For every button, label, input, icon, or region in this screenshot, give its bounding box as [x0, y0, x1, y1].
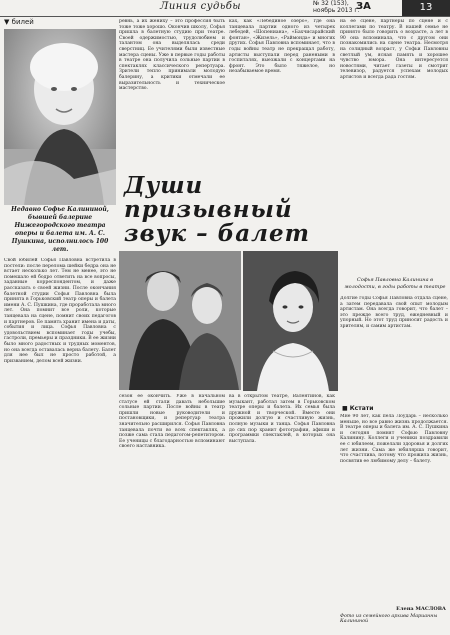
headline-line-2: звук – балет: [124, 220, 310, 247]
section-title: Линия судьбы: [160, 1, 242, 12]
article-column-6: ва в открытом театре, Валентинов, как музыкант, работал затем в Горьковском театре оперы и балета. Их семья была дружной и творческой. Вместе они прожили долгую и счастливую жизнь, полную музыки и танца. Софья Павловна до сих пор хранит фотографии, афиши и программки спектаклей, в которых она выступала.: [229, 394, 335, 444]
couple-photo: [119, 251, 241, 390]
kicker-text: билей: [11, 18, 34, 26]
article-headline: [124, 174, 338, 246]
article-column-5: сезон ее окончить. Уже в начальном статусе ей стали давать небольшие сольные партии. После войны в театр пришли новые руководители и постановщики, и репертуар театра значительно расширился. Софья Павловна танцевала почти во всех спектаклях, а позже сама стала педагогом-репетитором. Ее ученицы с благодарностью вспоминают своего наставника.: [119, 394, 225, 450]
photo-credit: Фото из семейного архива Марианны Калининой: [340, 614, 438, 624]
portrait-photo: [4, 29, 116, 205]
subhead-text: Кстати: [349, 405, 374, 412]
headline-line-1: Души призывный: [124, 172, 293, 223]
square-icon: ■: [342, 405, 348, 412]
issue-info: [313, 0, 359, 14]
page-header: [0, 0, 450, 17]
play-icon: ▼: [4, 18, 10, 26]
issue-date: ноябрь 2013 г.: [313, 7, 360, 14]
kicker: [4, 18, 34, 26]
photo-caption: Софья Павловна Калинина в молодости, в годы работы в театре: [344, 277, 446, 290]
page-number: 13: [402, 0, 450, 16]
sidebar-text: Мне 90 лет, как пела Лоударь – несколько меньше, но все равно жизнь продолжается. В театре оперы и балета им. А. С. Пушкина и сегодня помнят Софью Павловну Калинину. Коллеги и ученики поздравили ее с юбилеем, пожелали здоровья и долгих лет жизни. Сама же юбилярша говорит, что счастлива, потому что прожила жизнь, посвятив ее любимому делу – балету.: [340, 414, 448, 464]
article-column-4: на ее сцене, партнеры по сцене и с коллегами по театру. В нашей семье не принято было говорить о возрасте, а лет в 90 она вспоминала, что с другом они познакомились на сцене театра. Несмотря на солидный возраст, у Софьи Павловны светлый ум, ясная память и хорошее чувство юмора. Она интересуется новостями, читает газеты и смотрит телевизор, радуется успехам молодых артистов и всегда рада гостям.: [340, 19, 448, 80]
portrait-caption: Недавно Софье Калининой, бывшей балерине Нижегородского театра оперы и балета им. А. С. Пушкина, исполнилось 100 лет.: [11, 206, 109, 253]
sidebar-subhead: [342, 405, 373, 412]
article-column-2: ревнь, а их жениху – это профессия быть тоже тоже хорошо. Окончив школу, Софья пришла в балетную студию при театре. Своей одержимостью, трудолюбием и талантом она выделялась среди сверстниц. Ее учителями были известные мастера сцены. Уже в первые годы работы в театре она получила сольные партии в спектаклях классического репертуара. Зрители тепло принимали молодую балерину, а критики отмечали ее выразительность и техническое мастерство.: [119, 19, 225, 92]
article-column-3: ках, как «Лебединое озеро», где она танцевала партии одного из четырех лебедей, «Шопениана», «Бахчисарайский фонтан», «Жизель», «Раймонда» и многих других. Софья Павловна вспоминает, что в годы войны театр не прекращал работу, артисты выступали перед ранеными в госпиталях, выезжали с концертами на фронт. Это было тяжелое, но незабываемое время.: [229, 19, 335, 75]
author-name: Елена МАСЛОВА: [396, 606, 446, 612]
article-column-7: Долгие годы Софья Павловна отдала сцене, а затем передавала свой опыт молодым артистам. Она всегда говорит, что балет – это прежде всего труд, ежедневный и упорный. Но этот труд приносит радость и зрителям, и самим артистам.: [340, 296, 448, 329]
issue-number: № 32 (153),: [313, 0, 349, 7]
article-column-1: Свой юбилей Софья Павловна встретила в постели: после перелома шейки бедра она не встает несколько лет. Тем не менее, это не помешало ей бодро ответить на все вопросы, заданные корреспондентом, и даже рассказать о своей жизни. После окончания балетной студии Софья Павловна была принята в Горьковский театр оперы и балета имени А. С. Пушкина, где проработала много лет. Она помнит все роли, которые танцевала на сцене, помнит своих педагогов и партнеров. Ее память хранит имена и даты, события и лица. Софья Павловна с удовольствием вспоминает годы учебы, гастроли, премьеры и праздники. В ее жизни было много радостных и трудных моментов, но она всегда оставалась верна балету. Балет для нее был не просто работой, а призванием, делом всей жизни.: [4, 258, 116, 364]
young-woman-photo: [243, 251, 338, 391]
newspaper-logo: ЗА: [356, 1, 371, 12]
